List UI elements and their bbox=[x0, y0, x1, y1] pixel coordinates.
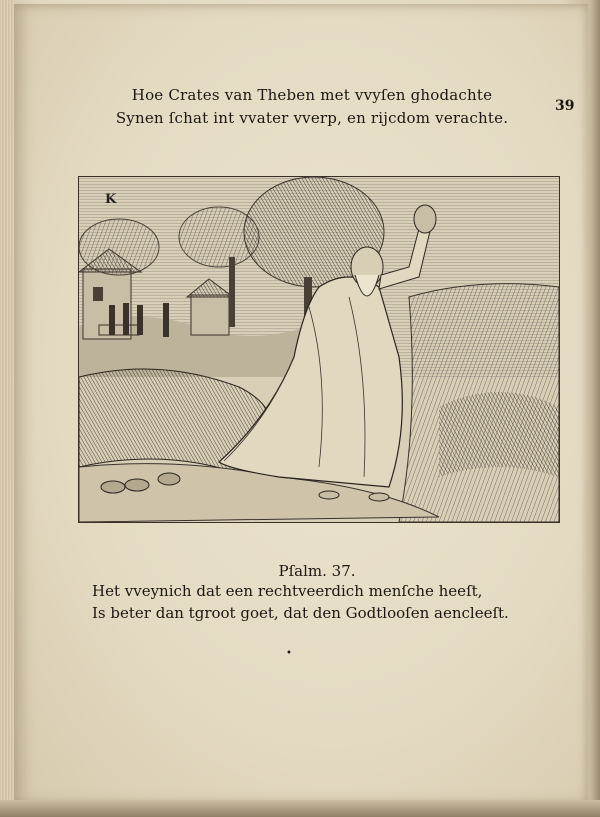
psalm-reference bbox=[0, 562, 574, 580]
page-number: 39 bbox=[555, 98, 575, 114]
engraving-illustration bbox=[79, 177, 559, 522]
psalm-title-text: Pſalm. 37. bbox=[278, 562, 356, 580]
page-heading bbox=[0, 84, 574, 130]
verse-line-2: Is beter dan tgroot goet, dat den Godtlooſen aencleeſt. bbox=[92, 604, 509, 622]
engraving-plate bbox=[78, 176, 560, 523]
verse-line-1: Het vveynich dat een rechtveerdich menſche heeſt, bbox=[92, 582, 483, 600]
ornament-mark: • bbox=[286, 648, 292, 659]
heading-line-1: Hoe Crates van Theben met vvyſen ghodachte bbox=[131, 86, 493, 104]
rough-water bbox=[439, 392, 559, 477]
verse-text bbox=[92, 580, 509, 624]
heading-line-2: Synen ſchat int vvater vverp, en rijcdom verachte. bbox=[115, 109, 509, 127]
book-bottom-edge bbox=[0, 800, 600, 817]
plate-letter: K bbox=[105, 192, 117, 207]
